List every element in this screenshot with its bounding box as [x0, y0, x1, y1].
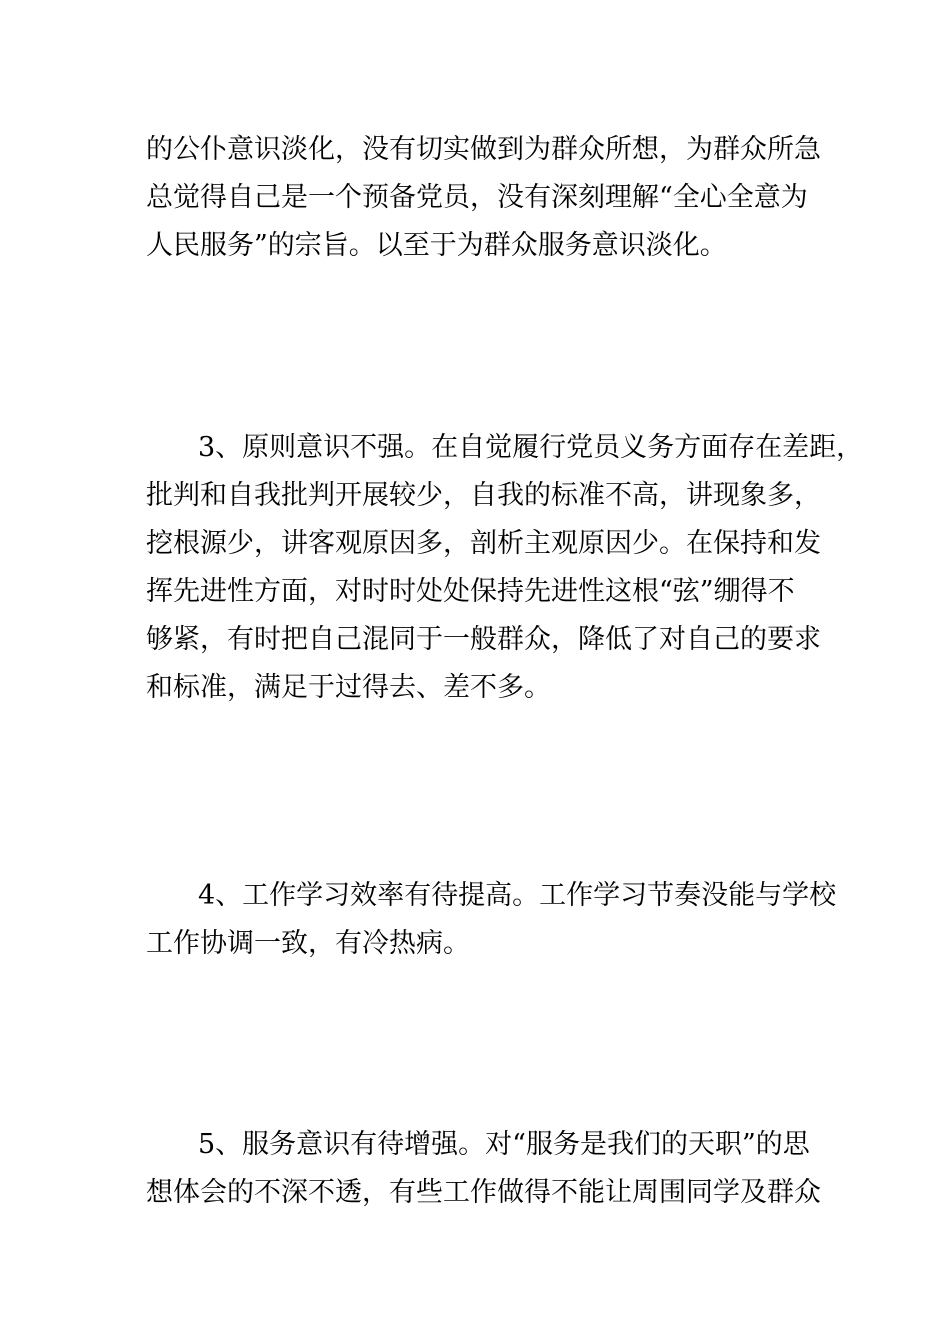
text-line: 的公仆意识淡化，没有切实做到为群众所想，为群众所急 [146, 134, 821, 165]
paragraph-item-4-work-efficiency [146, 872, 836, 968]
text-line: 3、原则意识不强。在自觉履行党员义务方面存在差距， [198, 432, 864, 463]
text-line: 挖根源少，讲客观原因多，剖析主观原因少。在保持和发 [146, 528, 821, 559]
text-line: 工作协调一致，有冷热病。 [146, 928, 470, 959]
paragraph-public-servant-awareness [146, 126, 836, 270]
text-line: 4、工作学习效率有待提高。工作学习节奏没能与学校 [198, 880, 837, 911]
paragraph-item-3-principle-awareness [146, 424, 864, 712]
text-line: 和标准，满足于过得去、差不多。 [146, 672, 551, 703]
text-line: 总觉得自己是一个预备党员，没有深刻理解“全心全意为 [146, 182, 808, 213]
text-line: 挥先进性方面，对时时处处保持先进性这根“弦”绷得不 [146, 576, 795, 607]
text-line: 够紧，有时把自己混同于一般群众，降低了对自己的要求 [146, 624, 821, 655]
text-line: 批判和自我批判开展较少，自我的标准不高，讲现象多， [146, 480, 821, 511]
text-line: 想体会的不深不透，有些工作做得不能让周围同学及群众 [146, 1177, 821, 1208]
text-line: 人民服务”的宗旨。以至于为群众服务意识淡化。 [146, 230, 727, 261]
paragraph-item-5-service-awareness [146, 1121, 836, 1217]
text-line: 5、服务意识有待增强。对“服务是我们的天职”的思 [198, 1129, 810, 1160]
